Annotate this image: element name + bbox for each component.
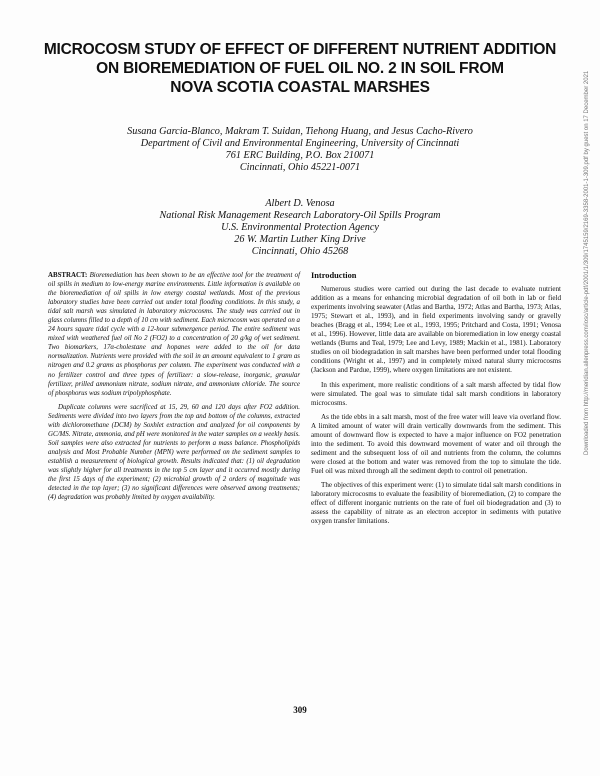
abstract-text: Bioremediation has been shown to be an effective tool for the treatment of oil spills in medium to low-energy marine environments. Little information is available on the bioremediation of oil spills in low energy coastal wetlands. Most of the previous laboratory studies have been carried out under total flooding conditions. In this study, a tidal salt marsh was simulated in laboratory microcosms. The study was carried out in glass columns filled to a depth of 10 cm with sediment. Each microcosm was operated on a 24 hours square tidal cycle with a 12-hour submergence period. The entire sediment was mixed with weathered fuel oil No 2 (FO2) to a concentration of 20 g/kg of wet sediment. Two biomarkers, 17α-cholestane and hopanes were added to the oil for data normalization. Nutrients were provided with the soil in an amount equivalent to 1 gram as nitrogen and 0.2 grams as phosphorus per column. The experiment was conducted with a no fertilizer control and three types of fertilizer: a slow-release, inorganic, granular fertilizer, prilled ammonium nitrate, sodium nitrate, and ammonium chloride. The source of phosphorus was sodium tripolyphosphate. — [48, 272, 300, 397]
paper-title — [30, 40, 570, 97]
affiliation-city: Cincinnati, Ohio 45268 — [251, 246, 349, 257]
title-line: ON BIOREMEDIATION OF FUEL OIL NO. 2 IN SOIL FROM — [96, 60, 504, 77]
author-block-epa — [40, 198, 560, 258]
introduction-paragraph: As the tide ebbs in a salt marsh, most of the free water will leave via overland flow. A limited amount of water will drain vertically downwards from the sediment. This amount of downward flow is expected to have a major influence on FO2 penetration into the sediment. To avoid this downward movement of water and oil through the sediment and the subsequent loss of oil and nutrients from the column, the columns were closed at the bottom and water was removed from the top to simulate the tide. Fuel oil was mixed through all the sediment depth to control oil penetration. — [311, 412, 561, 475]
affiliation-address: 26 W. Martin Luther King Drive — [234, 234, 366, 245]
abstract-paragraph — [48, 271, 300, 398]
abstract-column — [48, 271, 300, 507]
affiliation-city: Cincinnati, Ohio 45221-0071 — [239, 162, 361, 173]
page-number: 309 — [293, 705, 307, 715]
introduction-column — [311, 271, 561, 531]
abstract-paragraph: Duplicate columns were sacrificed at 15, 29, 60 and 120 days after FO2 addition. Sediments were divided into two layers from the top and bottom of the columns, extracted with dichloromethane (DCM) by Soxhlet extraction and analyzed for oil components by GC/MS. Nitrate, ammonia, and pH were monitored in the water samples on a weekly basis. Soil samples were also extracted for nutrients to perform a mass balance. Phospholipids analysis and Most Probable Number (MPN) were performed on the sediment samples to establish a measurement of biological growth. Results indicated that: (1) oil degradation was slightly higher for all treatments in the top 5 cm layer and it occurred mostly during the first 15 days of the experiment; (2) microbial growth of 2 orders of magnitude was detected in the top layer; (3) no significant differences were observed among treatments; (4) degradation was probably limited by oxygen availability. — [48, 403, 300, 502]
affiliation-department: Department of Civil and Environmental Engineering, University of Cincinnati — [140, 138, 460, 149]
introduction-paragraph: Numerous studies were carried out during the last decade to evaluate nutrient addition as a means for enhancing microbial degradation of oil both in lab or field experiments involving seawater (Atlas and Bartha, 1972; Atlas and Bartha, 1973; Atlas, 1975; Stewart et al., 1993), and in field experiments involving sandy or gravelly beaches (Bragg et al., 1994; Lee et al., 1993, 1995; Pritchard and Costa, 1991; Venosa et al., 1996). However, little data are available on bioremediation in low energy coastal wetlands (Burns and Teal, 1979; Lee and Levy, 1989; Mackin et al., 1981). Laboratory studies on oil biodegradation in salt marshes have been performed under total flooding conditions (Wright et al., 1997) and in completely mixed natural slurry microcosms (Jackson and Pardue, 1999), where oxygen limitations are not existent. — [311, 285, 561, 375]
affiliation-lab: National Risk Management Research Laboratory-Oil Spills Program — [159, 210, 441, 221]
download-watermark: Downloaded from http://meridian.allenpress.com/iosc/article-pdf/2001/1/309/1745159/2169-3358-2001-1-309.pdf by guest on 17 December 2021 — [584, 70, 590, 455]
affiliation-address: 761 ERC Building, P.O. Box 210071 — [225, 150, 375, 161]
title-line: NOVA SCOTIA COASTAL MARSHES — [170, 79, 430, 96]
introduction-heading: Introduction — [311, 271, 357, 280]
introduction-paragraph: The objectives of this experiment were: (1) to simulate tidal salt marsh conditions in laboratory microcosms to evaluate the feasibility of bioremediation, (2) to compare the effect of different inorganic nutrients on the rate of fuel oil biodegradation and (3) to assess the capability of nitrate as an electron acceptor in sediments with putative oxygen transfer limitations. — [311, 480, 561, 526]
title-line: MICROCOSM STUDY OF EFFECT OF DIFFERENT NUTRIENT ADDITION — [43, 41, 557, 58]
author-block-university — [40, 126, 560, 174]
author-names: Susana Garcia-Blanco, Makram T. Suidan, Tiehong Huang, and Jesus Cacho-Rivero — [127, 126, 473, 137]
abstract-label: ABSTRACT: — [48, 272, 88, 279]
affiliation-agency: U.S. Environmental Protection Agency — [221, 222, 379, 233]
introduction-paragraph: In this experiment, more realistic conditions of a salt marsh affected by tidal flow were simulated. The goal was to simulate tidal salt marsh conditions in laboratory microcosms. — [311, 380, 561, 407]
author-name: Albert D. Venosa — [265, 198, 335, 209]
